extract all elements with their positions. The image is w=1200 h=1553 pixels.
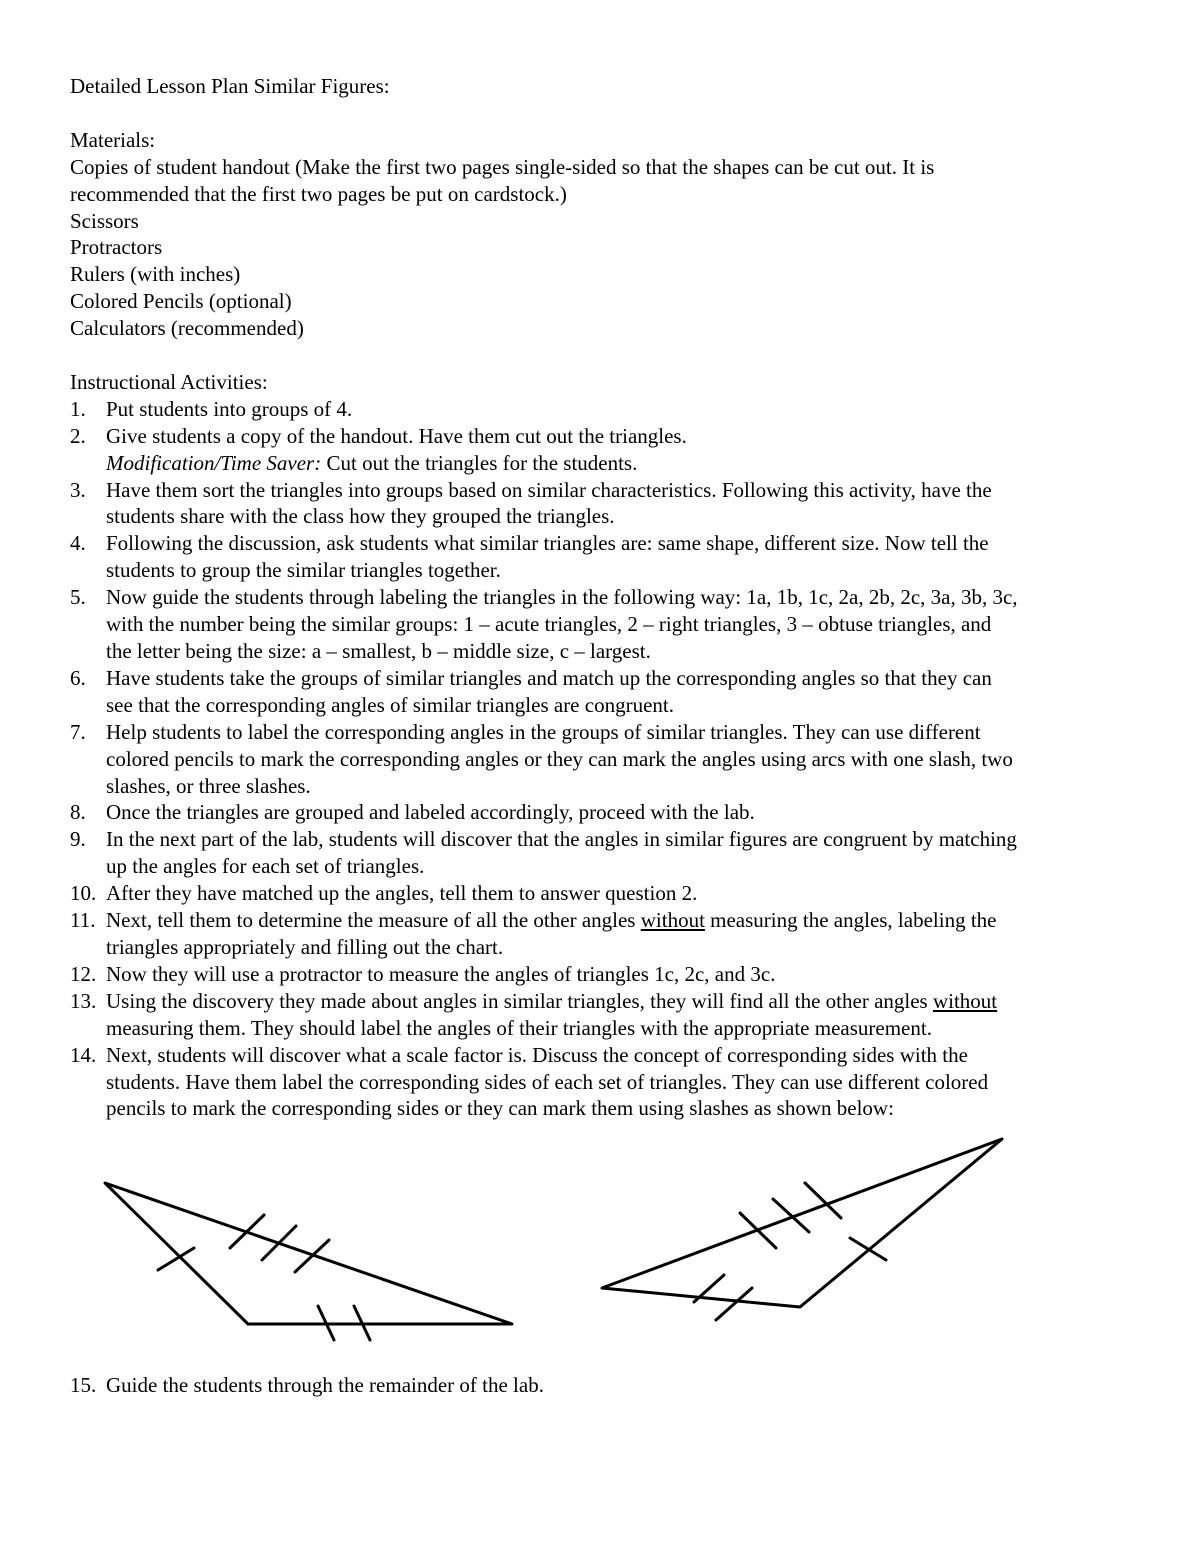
step-number: 4. (70, 531, 86, 556)
step-text: Help students to label the corresponding angles in the groups of similar triangles. They can use different (106, 719, 981, 744)
step-number: 3. (70, 477, 86, 502)
step-6 (70, 665, 1140, 719)
activities-heading: Instructional Activities: (70, 369, 268, 394)
step-text: Now they will use a protractor to measure the angles of triangles 1c, 2c, and 3c. (106, 961, 776, 986)
document-title: Detailed Lesson Plan Similar Figures: (70, 74, 390, 98)
materials-item: Protractors (70, 235, 163, 260)
step-text: Now guide the students through labeling the triangles in the following way: 1a, 1b, 1c, 2a, 2b, 2c, 3a, 3b, 3c, (106, 585, 1018, 610)
step-number: 14. (70, 1042, 97, 1067)
materials-item: Scissors (70, 208, 139, 233)
modification-label: Modification/Time Saver: (106, 450, 322, 475)
slash-mark (773, 1199, 809, 1232)
step-text: with the number being the similar groups: 1 – acute triangles, 2 – right triangles, 3 – obtuse triangles, and (106, 612, 992, 637)
step-number: 2. (70, 423, 86, 448)
slash-mark (295, 1240, 329, 1272)
materials-item: recommended that the first two pages be put on cardstock.) (70, 181, 567, 206)
step-text: Give students a copy of the handout. Have them cut out the triangles. (106, 423, 687, 448)
step-number: 10. (70, 881, 97, 906)
left-triangle (105, 1183, 512, 1324)
step-number: 7. (70, 719, 86, 744)
modification-note (106, 450, 1140, 477)
step-text: triangles appropriately and filling out the chart. (106, 934, 504, 959)
slash-mark (262, 1226, 296, 1260)
step-number: 15. (70, 1373, 97, 1397)
triangle-figures (0, 1130, 1200, 1350)
step-text: slashes, or three slashes. (106, 773, 311, 798)
document-page (70, 73, 1140, 1122)
materials-item: Copies of student handout (Make the first two pages single-sided so that the shapes can be cut out. It is (70, 154, 935, 179)
step-text: In the next part of the lab, students will discover that the angles in similar figures are congruent by matching (106, 827, 1017, 852)
step-number: 12. (70, 961, 97, 986)
right-triangle (602, 1139, 1002, 1307)
step-text: Have students take the groups of similar triangles and match up the corresponding angles so that they can (106, 665, 992, 690)
step-10 (70, 880, 1140, 907)
step-text: Guide the students through the remainder of the lab. (106, 1373, 544, 1397)
step-3 (70, 477, 1140, 531)
step-text: After they have matched up the angles, tell them to answer question 2. (106, 881, 698, 906)
step-text: up the angles for each set of triangles. (106, 854, 425, 879)
slash-mark (740, 1213, 776, 1248)
step-text: the letter being the size: a – smallest, b – middle size, c – largest. (106, 639, 651, 663)
underlined-word: without (932, 988, 998, 1013)
step-11 (70, 907, 1140, 961)
slash-mark (716, 1288, 752, 1320)
materials-item: Rulers (with inches) (70, 262, 241, 287)
step-number: 11. (70, 908, 96, 933)
underlined-word: without (640, 908, 705, 933)
step-number: 8. (70, 800, 86, 825)
step-number: 13. (70, 988, 97, 1013)
step-13 (70, 988, 1140, 1042)
step-number: 9. (70, 827, 86, 852)
step-text: Have them sort the triangles into groups based on similar characteristics. Following this activity, have the (106, 477, 992, 502)
step-2 (70, 423, 1140, 477)
materials-item: Colored Pencils (optional) (70, 289, 292, 314)
step-text: Following the discussion, ask students what similar triangles are: same shape, different size. Now tell the (106, 531, 989, 556)
step-number: 5. (70, 585, 86, 610)
step-text: students. Have them label the corresponding sides of each set of triangles. They can use different colored (106, 1069, 989, 1094)
step-number: 6. (70, 665, 86, 690)
step-5 (70, 584, 1140, 665)
step-9 (70, 826, 1140, 880)
step-text: measuring them. They should label the angles of their triangles with the appropriate measurement. (106, 1015, 932, 1040)
step-text: students share with the class how they grouped the triangles. (106, 504, 615, 529)
materials-heading: Materials: (70, 127, 156, 152)
step-text: Next, tell them to determine the measure of all the other angles without measuring the angles, labeling the (106, 908, 997, 933)
step-number: 1. (70, 396, 86, 421)
step-text: pencils to mark the corresponding sides or they can mark them using slashes as shown below: (106, 1096, 894, 1121)
materials-item: Calculators (recommended) (70, 316, 304, 341)
step-text: Using the discovery they made about angles in similar triangles, they will find all the other angles without (106, 988, 998, 1013)
step-text: Once the triangles are grouped and labeled accordingly, proceed with the lab. (106, 800, 755, 825)
step-text: Next, students will discover what a scale factor is. Discuss the concept of corresponding sides with the (106, 1042, 968, 1067)
step-15 (70, 1372, 544, 1399)
step-12 (70, 961, 1140, 988)
step-1 (70, 396, 1140, 423)
step-8 (70, 799, 1140, 826)
modification-text: Cut out the triangles for the students. (321, 450, 638, 475)
step-text: students to group the similar triangles together. (106, 558, 501, 583)
step-text: Put students into groups of 4. (106, 396, 353, 421)
step-4 (70, 530, 1140, 584)
step-text: see that the corresponding angles of similar triangles are congruent. (106, 692, 674, 717)
step-14 (70, 1042, 1140, 1123)
step-7 (70, 719, 1140, 800)
step-text: colored pencils to mark the corresponding angles or they can mark the angles using arcs with one slash, two (106, 746, 1013, 771)
slash-mark (230, 1215, 264, 1248)
